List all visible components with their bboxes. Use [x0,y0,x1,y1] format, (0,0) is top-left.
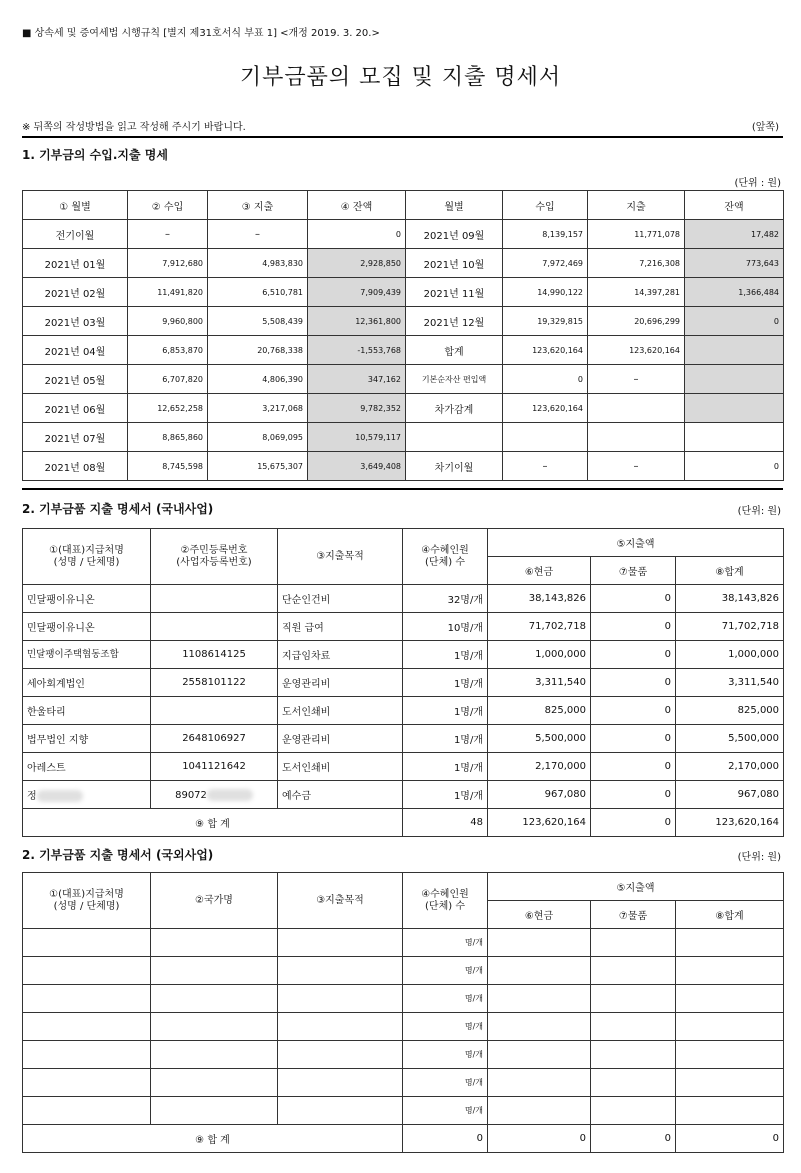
table-cell: 1명/개 [403,753,488,781]
table-cell [23,985,151,1013]
table-cell: 2558101122 [151,669,278,697]
table-cell: 11,491,820 [128,278,208,307]
table-cell: 단순인건비 [278,585,403,613]
table-row [23,985,784,1013]
table-row [23,278,784,307]
table-row [23,753,784,781]
table-cell: 2,170,000 [676,753,784,781]
table-cell: 기본순자산 편입액 [406,365,503,394]
table-cell [488,957,591,985]
table-cell: 명/개 [403,1013,488,1041]
table-cell [278,929,403,957]
table-cell [676,1041,784,1069]
total-cell: 48 [403,809,488,837]
table-row [23,220,784,249]
table-cell: 0 [591,781,676,809]
table-cell: 민달팽이유니온 [23,585,151,613]
table-cell: 11,771,078 [588,220,685,249]
table-cell [151,1013,278,1041]
table-cell: 1108614125 [151,641,278,669]
table-cell: 운영관리비 [278,669,403,697]
table-cell: 2,170,000 [488,753,591,781]
table-row [23,1041,784,1069]
table-cell: 3,217,068 [208,394,308,423]
table-cell: 4,983,830 [208,249,308,278]
table-cell [676,985,784,1013]
table-row [23,957,784,985]
table-cell: 민달팽이유니온 [23,613,151,641]
table-cell: 14,397,281 [588,278,685,307]
table-cell: 3,649,408 [308,452,406,481]
table-cell: 차가감계 [406,394,503,423]
table-cell: 2,928,850 [308,249,406,278]
table-cell: 967,080 [676,781,784,809]
header-cell: ② 수입 [128,191,208,220]
col-purpose: ③지출목적 [278,873,403,929]
table-cell: 38,143,826 [488,585,591,613]
table-cell [151,985,278,1013]
table-cell: 8,139,157 [503,220,588,249]
table-cell: 도서인쇄비 [278,697,403,725]
table-row [23,394,784,423]
table-cell [278,1041,403,1069]
table-cell: 0 [591,585,676,613]
col-count: ④수혜인원 (단체) 수 [403,873,488,929]
table-cell: 6,707,820 [128,365,208,394]
table-cell: – [588,452,685,481]
col-purpose: ③지출목적 [278,529,403,585]
total-row [23,1125,784,1153]
table-cell: 8,745,598 [128,452,208,481]
table-cell: 2021년 04월 [23,336,128,365]
col-payee: ①(대표)지급처명 (성명 / 단체명) [23,873,151,929]
table-cell: 773,643 [685,249,784,278]
law-reference: ■ 상속세 및 증여세법 시행규칙 [별지 제31호서식 부표 1] <개정 2019. 3. 20.> [22,28,380,39]
section2-title: 2. 기부금품 지출 명세서 (국내사업) [22,502,214,516]
table-cell [676,957,784,985]
header-cell: 잔액 [685,191,784,220]
table-cell [23,929,151,957]
table-cell [23,1041,151,1069]
table-cell [488,1097,591,1125]
table-cell: 도서인쇄비 [278,753,403,781]
income-expense-table [22,190,784,481]
table-cell: 0 [591,641,676,669]
table-cell: 0 [685,452,784,481]
total-label: ⑨ 합 계 [23,809,403,837]
table-cell: 0 [591,613,676,641]
table-cell: 1,000,000 [488,641,591,669]
table-cell: 2021년 10월 [406,249,503,278]
table-cell: 20,768,338 [208,336,308,365]
table-cell [23,1069,151,1097]
table-cell [488,929,591,957]
table-cell: 1명/개 [403,781,488,809]
table-cell: 명/개 [403,1069,488,1097]
table-row [23,307,784,336]
total-cell: 123,620,164 [676,809,784,837]
table-cell: 71,702,718 [676,613,784,641]
header-cell: ① 월별 [23,191,128,220]
total-label: ⑨ 합 계 [23,1125,403,1153]
table-cell: 전기이월 [23,220,128,249]
table-cell: 0 [308,220,406,249]
col-payee: ①(대표)지급처명 (성명 / 단체명) [23,529,151,585]
table-row [23,697,784,725]
table-cell: 17,482 [685,220,784,249]
header-cell: 월별 [406,191,503,220]
table-row [23,365,784,394]
table-cell: 1명/개 [403,669,488,697]
table-cell [676,1013,784,1041]
instruction-note: ※ 뒤쪽의 작성방법을 읽고 작성해 주시기 바랍니다. [22,122,246,133]
total-cell: 0 [676,1125,784,1153]
table-cell: 3,311,540 [488,669,591,697]
table-cell [676,1097,784,1125]
table-row [23,585,784,613]
total-cell: 0 [591,1125,676,1153]
table-cell: – [588,365,685,394]
overseas-expense-table [22,872,784,1153]
table-cell: 아레스트 [23,753,151,781]
section1-unit: (단위 : 원) [734,178,781,189]
table-cell: 10,579,117 [308,423,406,452]
table-cell: 5,500,000 [676,725,784,753]
table-cell: 1명/개 [403,641,488,669]
table-cell: – [208,220,308,249]
total-cell: 123,620,164 [488,809,591,837]
table-cell [591,957,676,985]
table-cell: 세아회계법인 [23,669,151,697]
table-cell: 2021년 01월 [23,249,128,278]
total-cell: 0 [403,1125,488,1153]
table-cell: 12,652,258 [128,394,208,423]
table-cell: 0 [591,697,676,725]
col-amount: ⑤지출액 [488,529,784,557]
table-cell: 2648106927 [151,725,278,753]
table-cell [591,985,676,1013]
table-cell: 2021년 05월 [23,365,128,394]
table-cell [676,1069,784,1097]
section1-title: 1. 기부금의 수입.지출 명세 [22,148,168,162]
table-cell: 직원 급여 [278,613,403,641]
table-cell [488,985,591,1013]
table-cell: 123,620,164 [503,394,588,423]
table-row [23,641,784,669]
table-cell: 7,909,439 [308,278,406,307]
table-row [23,725,784,753]
table-cell: 7,972,469 [503,249,588,278]
table-cell: 2021년 02월 [23,278,128,307]
table-cell [278,1069,403,1097]
table-cell: 0 [591,725,676,753]
col-amount: ⑤지출액 [488,873,784,901]
table-cell: 347,162 [308,365,406,394]
table-cell: 9,960,800 [128,307,208,336]
table-cell [588,423,685,452]
table-cell [685,336,784,365]
table-cell [278,957,403,985]
table-cell: 명/개 [403,957,488,985]
col-count: ④수혜인원 (단체) 수 [403,529,488,585]
table-row [23,249,784,278]
table-cell: 123,620,164 [588,336,685,365]
table-cell [591,1041,676,1069]
table-cell: 4,806,390 [208,365,308,394]
table-cell: 10명/개 [403,613,488,641]
table-cell: 예수금 [278,781,403,809]
table-cell: 14,990,122 [503,278,588,307]
table-cell: 한울타리 [23,697,151,725]
table-cell [151,697,278,725]
table-cell: 15,675,307 [208,452,308,481]
table-cell [503,423,588,452]
col-goods: ⑦물품 [591,557,676,585]
table-cell: 7,912,680 [128,249,208,278]
table-cell [676,929,784,957]
table-cell: 1명/개 [403,697,488,725]
table-row [23,613,784,641]
table-cell: 2021년 11월 [406,278,503,307]
table-row [23,1013,784,1041]
section3-unit: (단위: 원) [737,852,781,863]
table-cell [591,1069,676,1097]
table-cell [23,1097,151,1125]
table-cell: 7,216,308 [588,249,685,278]
table-cell: 2021년 12월 [406,307,503,336]
header-cell: ④ 잔액 [308,191,406,220]
table-cell: 32명/개 [403,585,488,613]
table-cell: 967,080 [488,781,591,809]
table-cell: 825,000 [488,697,591,725]
table-cell: 1,000,000 [676,641,784,669]
total-cell: 0 [591,809,676,837]
table-cell: 1041121642 [151,753,278,781]
table-cell [588,394,685,423]
table-cell [151,1041,278,1069]
top-divider [22,136,783,138]
table-cell: 2021년 03월 [23,307,128,336]
header-cell: 지출 [588,191,685,220]
table-cell: 1명/개 [403,725,488,753]
table-cell: 0 [591,669,676,697]
section2-unit: (단위: 원) [737,506,781,517]
page-side-label: (앞쪽) [751,122,779,133]
header-cell: ③ 지출 [208,191,308,220]
table-cell: 0 [591,753,676,781]
table-row [23,669,784,697]
col-sum: ⑧합계 [676,557,784,585]
table-row [23,1069,784,1097]
table-cell: 20,696,299 [588,307,685,336]
table-row [23,1097,784,1125]
table-cell [151,613,278,641]
table-cell: 71,702,718 [488,613,591,641]
table-cell [591,1097,676,1125]
table-cell: 6,510,781 [208,278,308,307]
table-cell: 0 [685,307,784,336]
section3-title: 2. 기부금품 지출 명세서 (국외사업) [22,848,214,862]
table-cell: 5,508,439 [208,307,308,336]
table-cell: -1,553,768 [308,336,406,365]
table-cell: 5,500,000 [488,725,591,753]
table-cell [685,423,784,452]
redaction-mark [207,789,253,801]
col-cash: ⑥현금 [488,901,591,929]
col-country: ②국가명 [151,873,278,929]
table-row [23,423,784,452]
table-cell [685,394,784,423]
table-cell: – [128,220,208,249]
table-cell: 1,366,484 [685,278,784,307]
table-cell: 9,782,352 [308,394,406,423]
table-cell: 8,865,860 [128,423,208,452]
table-cell [488,1069,591,1097]
table-cell [488,1013,591,1041]
table-row [23,781,784,809]
table-cell [278,1013,403,1041]
table-cell: 19,329,815 [503,307,588,336]
table-cell: – [503,452,588,481]
table-cell: 8,069,095 [208,423,308,452]
table-cell: 2021년 07월 [23,423,128,452]
col-sum: ⑧합계 [676,901,784,929]
table-cell: 3,311,540 [676,669,784,697]
table-cell: 명/개 [403,985,488,1013]
table-cell [406,423,503,452]
table-cell: 명/개 [403,1041,488,1069]
table-cell: 정 [23,781,151,809]
table-cell [151,1097,278,1125]
section2-divider [22,488,783,490]
table-cell [278,1097,403,1125]
table-cell: 12,361,800 [308,307,406,336]
col-cash: ⑥현금 [488,557,591,585]
table-cell [591,1013,676,1041]
table-cell [151,929,278,957]
table-cell: 2021년 06월 [23,394,128,423]
table-cell [488,1041,591,1069]
table-cell: 38,143,826 [676,585,784,613]
table-cell: 89072 [151,781,278,809]
table-cell [151,1069,278,1097]
table-cell: 지급임차료 [278,641,403,669]
table-cell: 합계 [406,336,503,365]
table-cell [685,365,784,394]
table-cell: 명/개 [403,929,488,957]
table-cell: 민달팽이주택협동조합 [23,641,151,669]
table-cell: 법무법인 지향 [23,725,151,753]
table-cell: 6,853,870 [128,336,208,365]
table-cell: 2021년 08월 [23,452,128,481]
table-cell: 명/개 [403,1097,488,1125]
table-cell [151,957,278,985]
table-cell: 운영관리비 [278,725,403,753]
domestic-expense-table [22,528,784,837]
table-cell [151,585,278,613]
table-cell [23,957,151,985]
table-cell [591,929,676,957]
table-cell: 0 [503,365,588,394]
table-cell: 2021년 09월 [406,220,503,249]
col-regno: ②주민등록번호 (사업자등록번호) [151,529,278,585]
page-title: 기부금품의 모집 및 지출 명세서 [239,65,562,90]
table-header-row [23,191,784,220]
table-cell [278,985,403,1013]
header-cell: 수입 [503,191,588,220]
table-row [23,452,784,481]
table-cell: 825,000 [676,697,784,725]
table-row [23,929,784,957]
total-row [23,809,784,837]
col-goods: ⑦물품 [591,901,676,929]
table-cell [23,1013,151,1041]
table-cell: 차기이월 [406,452,503,481]
redaction-mark [37,790,83,802]
total-cell: 0 [488,1125,591,1153]
table-cell: 123,620,164 [503,336,588,365]
table-row [23,336,784,365]
